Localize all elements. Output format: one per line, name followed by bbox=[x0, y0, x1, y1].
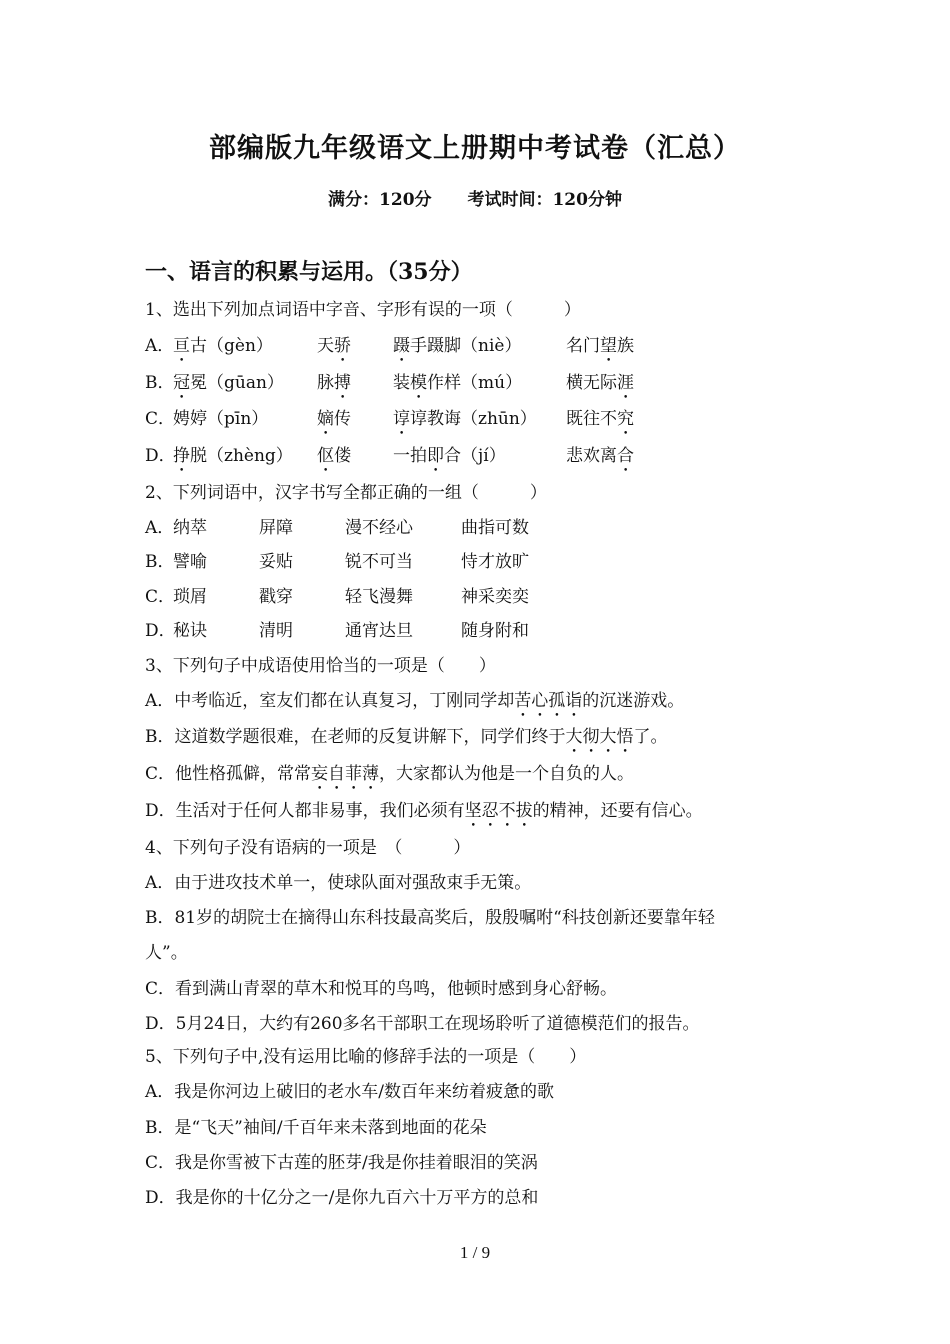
q5-option-d: D．我是你的十亿分之一/是你九百六十万平方的总和 bbox=[145, 1188, 539, 1208]
q1-option-c: C． 娉婷（pīn） 嫡传 谆谆教诲（zhūn） 既往不究 bbox=[145, 409, 634, 429]
q3-option-d: D．生活对于任何人都非易事，我们必须有坚忍不拔的精神，还要有信心。 bbox=[145, 801, 703, 821]
question-1-stem: 1、选出下列加点词语中字音、字形有误的一项（ ） bbox=[145, 300, 581, 320]
question-2-stem: 2、下列词语中，汉字书写全都正确的一组（ ） bbox=[145, 483, 547, 503]
q3-option-a: A．中考临近，室友们都在认真复习，丁刚同学却苦心孤诣的沉迷游戏。 bbox=[145, 691, 685, 711]
q4-option-a: A．由于进攻技术单一，使球队面对强敌束手无策。 bbox=[145, 873, 532, 893]
q4-option-c: C．看到满山青翠的草木和悦耳的鸟鸣，他顿时感到身心舒畅。 bbox=[145, 979, 618, 999]
q5-option-b: B．是“飞天”袖间/千百年来未落到地面的花朵 bbox=[145, 1118, 487, 1138]
q5-option-a: A．我是你河边上破旧的老水车/数百年来纺着疲惫的歌 bbox=[145, 1082, 555, 1102]
q2-option-a: A． 纳萃 屏障 漫不经心 曲指可数 bbox=[145, 518, 529, 538]
q4-option-b-line1: B．81岁的胡院士在摘得山东科技最高奖后，殷殷嘱咐“科技创新还要靠年轻 bbox=[145, 908, 715, 928]
full-score: 满分：120分 bbox=[328, 190, 432, 210]
q1-option-a: A． 亘古（gèn） 天骄 蹑手蹑脚（niè） 名门望族 bbox=[145, 336, 634, 356]
q3-option-c: C．他性格孤僻，常常妄自菲薄，大家都认为他是一个自负的人。 bbox=[145, 764, 635, 784]
question-3-stem: 3、下列句子中成语使用恰当的一项是（ ） bbox=[145, 656, 496, 676]
q1-option-b: B． 冠冕（gūan） 脉搏 装模作样（mú） 横无际涯 bbox=[145, 373, 634, 393]
q3-option-b: B．这道数学题很难，在老师的反复讲解下，同学们终于大彻大悟了。 bbox=[145, 727, 668, 747]
q2-option-b: B． 譬喻 妥贴 锐不可当 恃才放旷 bbox=[145, 552, 529, 572]
q5-option-c: C．我是你雪被下古莲的胚芽/我是你挂着眼泪的笑涡 bbox=[145, 1153, 538, 1173]
page-number: 1 / 9 bbox=[459, 1243, 491, 1262]
question-5-stem: 5、下列句子中,没有运用比喻的修辞手法的一项是（ ） bbox=[145, 1047, 587, 1067]
q2-option-c: C． 琐屑 戳穿 轻飞漫舞 神采奕奕 bbox=[145, 587, 529, 607]
page-title: 部编版九年级语文上册期中考试卷（汇总） bbox=[209, 133, 741, 164]
q2-option-d: D． 秘诀 清明 通宵达旦 随身附和 bbox=[145, 621, 529, 641]
question-4-stem: 4、下列句子没有语病的一项是 （ ） bbox=[145, 838, 471, 858]
section-heading: 一、语言的积累与运用。（35分） bbox=[145, 259, 473, 285]
exam-info bbox=[0, 185, 950, 210]
exam-time: 考试时间：120分钟 bbox=[467, 190, 622, 210]
q4-option-b-line2: 人”。 bbox=[145, 943, 188, 963]
q1-option-d: D． 挣脱（zhèng） 伛偻 一拍即合（jí） 悲欢离合 bbox=[145, 446, 634, 466]
q4-option-d: D．5月24日，大约有260多名干部职工在现场聆听了道德模范们的报告。 bbox=[145, 1014, 700, 1034]
